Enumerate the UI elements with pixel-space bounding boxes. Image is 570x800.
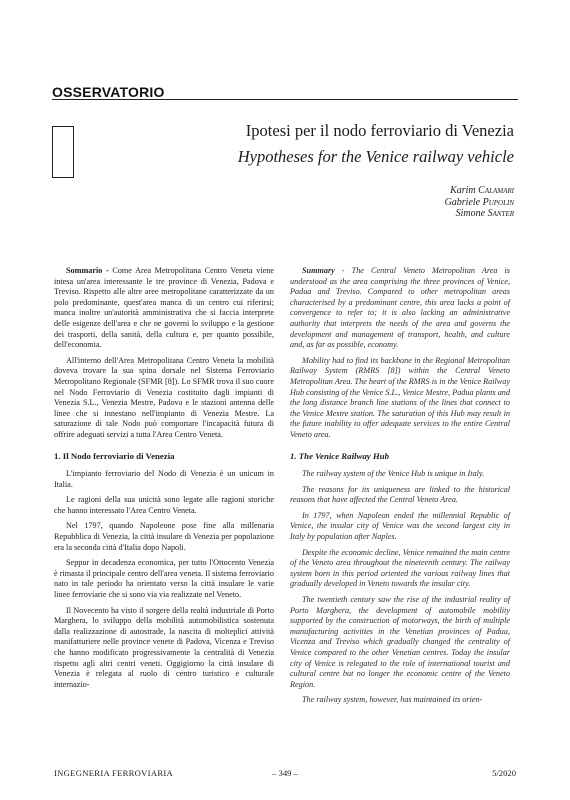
author-first-name: Karim <box>450 185 476 196</box>
summary-label: Summary - <box>302 266 345 275</box>
title-italian: Ipotesi per il nodo ferroviario di Venezia <box>245 121 514 140</box>
body-paragraph: Nel 1797, quando Napoleone pose fine alla millenaria Repubblica di Venezia, la città insulare di Venezia per popolazione era la seconda città d'Italia dopo Napoli. <box>54 521 274 552</box>
body-paragraph: The reasons for its uniqueness are linked to the historical reasons that have affected the Central Veneto Area. <box>290 484 510 505</box>
page-number: – 349 – <box>272 768 298 778</box>
summary-text: The Central Veneto Metropolitan Area is understood as the area comprising the three provinces of Venice, Padua and Treviso. Compared to other metropolitan areas characterised by a predominant centre, this area lacks a point of convergence to refer to; it is also lacking an administrative authority that interprets the needs of the area and governs the development and management of transport, health, and culture and, as far as possible, economy. <box>290 266 510 350</box>
body-paragraph: Le ragioni della sua unicità sono legate alle ragioni storiche che hanno interessato l'Area Centro Veneta. <box>54 495 274 515</box>
author <box>445 197 514 209</box>
italian-column <box>54 266 274 695</box>
header-rule <box>52 99 518 100</box>
author-last-name: Calamari <box>478 185 514 196</box>
decorative-frame <box>52 126 74 178</box>
body-paragraph: The railway system of the Venice Hub is unique in Italy. <box>302 469 485 479</box>
summary-paragraph <box>54 266 274 351</box>
issue-number: 5/2020 <box>492 768 516 778</box>
summary-text: Come Area Metropolitana Centro Veneta viene intesa un'area interessante le tre province di Venezia, Padova e Treviso. Rispetto alle altre aree metropolitane caratterizzate da un polo predominante, quest'area manca di un centro cui riferirsi; manca inoltre un'autorità amministrativa che si faccia interprete delle esigenze dell'area e che ne governi lo sviluppo e la gestione dei trasporti, della sanità, della cultura e, per quanto possibile, dell'economia. <box>54 266 274 350</box>
author-last-name: Santer <box>487 208 514 219</box>
body-paragraph: The railway system, however, has maintained its orien- <box>302 695 483 705</box>
body-paragraph: Il Novecento ha visto il sorgere della realtà industriale di Porto Marghera, lo sviluppo della mobilità automobilistica sostenuta dalla realizzazione di autostrade, la nascita di molteplici attività manifatturiere nelle province venete di Padova, Vicenza e Treviso che hanno modificato progressivamente la centralità di Venezia rispetto agli altri centri veneti. Oggigiorno la città insulare di Venezia è relegata al ruolo di centro turistico e culturale internazio- <box>54 605 274 689</box>
author-last-name: Pupolin <box>482 196 514 208</box>
journal-name: INGEGNERIA FERROVIARIA <box>54 768 174 778</box>
author-first-name: Gabriele <box>444 196 481 208</box>
author <box>445 208 514 220</box>
section-heading: 1. The Venice Railway Hub <box>290 450 389 461</box>
body-paragraph: Seppur in decadenza economica, per tutto l'Ottocento Venezia è rimasta il principale centro dell'area veneta. Il sistema ferroviario nato in tale periodo ha orientato verso la città insulare le varie linee ferroviarie che si sono via via realizzate nel Veneto. <box>54 558 274 600</box>
section-header: OSSERVATORIO <box>52 84 165 100</box>
body-paragraph: Mobility had to find its backbone in the Regional Metropolitan Railway System (RMRS [8]) within the Central Veneto Metropolitan Area. The heart of the RMRS is in the Venice Railway Hub consisting of the Venice S.L., Venice Mestre, Padua plants and the long distance branch line stations of the lines that connect to the Venice Mestre station. The saturation of this Hub may result in the future inability to offer adequate services to the entire Central Veneto area. <box>290 355 510 439</box>
title-english: Hypotheses for the Venice railway vehicle <box>237 147 514 166</box>
english-column <box>290 266 510 711</box>
summary-label: Sommario - <box>66 266 109 275</box>
body-paragraph: Despite the economic decline, Venice remained the main centre of the Veneto area throughout the nineteenth century. The railway system born in this period oriented the various railway lines that gradually developed in Veneto towards the insular city. <box>290 547 510 589</box>
body-paragraph: L'impianto ferroviario del Nodo di Venezia è un unicum in Italia. <box>54 469 274 489</box>
author-first-name: Simone <box>455 208 486 219</box>
body-paragraph: In 1797, when Napoleon ended the millennial Republic of Venice, the insular city of Venice was the second largest city in Italy by population after Naples. <box>290 510 510 542</box>
body-paragraph: The twentieth century saw the rise of the industrial reality of Porto Marghera, the development of automobile mobility supported by the construction of motorways, the birth of multiple manufacturing activities in the Venetian provinces of Padua, Vicenza and Treviso which gradually changed the centrality of Venice compared to the other Venetian centres. Today the insular city of Venice is relegated to the role of international tourist and cultural centre but no longer the economic centre of the Veneto Region. <box>290 595 510 689</box>
section-heading: 1. Il Nodo ferroviario di Venezia <box>54 450 175 461</box>
body-paragraph: All'interno dell'Area Metropolitana Centro Veneta la mobilità doveva trovare la sua spina dorsale nel Sistema Ferroviario Metropolitano Regionale (SFMR [8]). Lo SFMR trova il suo cuore nel Nodo Ferroviario di Venezia costituito dagli impianti di Venezia S.L., Venezia Mestre, Padova e le stazioni antenna delle linee che si innestano nell'impianto di Venezia Mestre. La saturazione di tale Nodo può comportare l'incapacità futura di offrire adeguati servizi a tutta l'Area Centro Veneta. <box>54 355 274 439</box>
summary-paragraph <box>290 266 510 351</box>
author-list <box>445 185 514 220</box>
author <box>445 185 514 197</box>
